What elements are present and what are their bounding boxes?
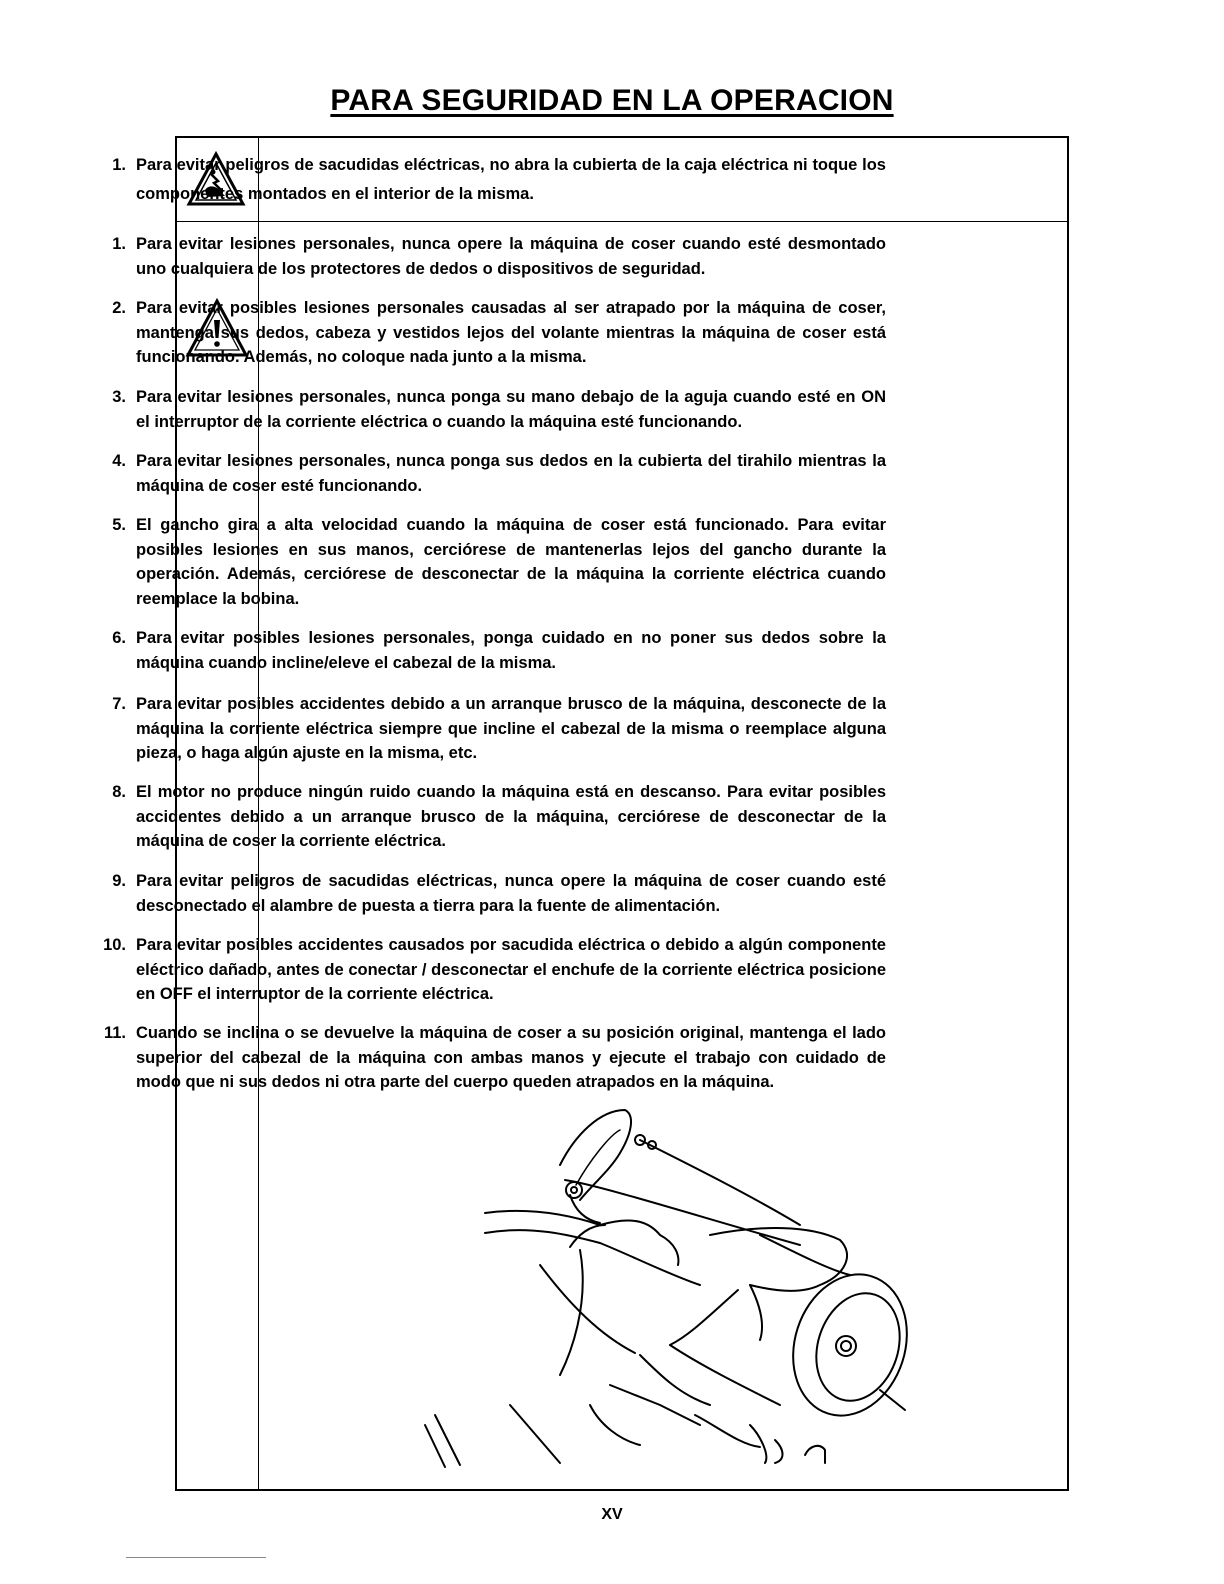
list-item	[112, 692, 886, 766]
item-text: Para evitar lesiones personales, nunca ponga sus dedos en la cubierta del tirahilo mientras la máquina de coser esté funcionando.	[136, 452, 886, 495]
page-title: PARA SEGURIDAD EN LA OPERACION	[330, 84, 894, 117]
list-item	[112, 232, 886, 281]
list-item	[112, 449, 886, 498]
list-item	[112, 869, 886, 918]
item-text: Para evitar lesiones personales, nunca opere la máquina de coser cuando esté desmontado uno cualquiera de los protectores de dedos o dispositivos de seguridad.	[136, 235, 886, 278]
item-text: Para evitar posibles accidentes causados por sacudida eléctrica o debido a algún componente eléctrico dañado, antes de conectar / desconectar el enchufe de la corriente eléctrica posicione en OFF el interruptor de la corriente eléctrica.	[136, 936, 886, 1003]
item-number: 4.	[112, 452, 126, 470]
item-text: Para evitar peligros de sacudidas eléctricas, nunca opere la máquina de coser cuando esté desconectado el alambre de puesta a tierra para la fuente de alimentación.	[136, 872, 886, 915]
item-number: 10.	[103, 936, 126, 954]
item-text: Cuando se inclina o se devuelve la máquina de coser a su posición original, mantenga el lado superior del cabezal de la máquina con ambas manos y ejecute el trabajo con cuidado de modo que ni sus dedos ni otra parte del cuerpo queden atrapados en la máquina.	[136, 1024, 886, 1091]
item-text: Para evitar peligros de sacudidas eléctricas, no abra la cubierta de la caja eléctrica ni toque los componentes montados en el interior de la misma.	[136, 156, 886, 203]
sewing-machine-hands-illustration	[240, 985, 940, 1485]
list-item	[112, 385, 886, 434]
item-number: 5.	[112, 516, 126, 534]
item-number: 1.	[112, 156, 126, 174]
item-text: Para evitar posibles lesiones personales, ponga cuidado en no poner sus dedos sobre la máquina cuando incline/eleve el cabezal de la misma.	[136, 629, 886, 672]
item-number: 2.	[112, 299, 126, 317]
row-divider	[177, 221, 1067, 222]
list-item	[112, 626, 886, 675]
list-item	[112, 780, 886, 854]
item-number: 11.	[103, 1024, 126, 1042]
item-number: 7.	[112, 695, 126, 713]
list-item	[112, 296, 886, 370]
item-number: 6.	[112, 629, 126, 647]
item-text: Para evitar posibles accidentes debido a un arranque brusco de la máquina, desconecte de la máquina la corriente eléctrica siempre que incline el cabezal de la misma o reemplace alguna pieza, o haga algún ajuste en la misma, etc.	[136, 695, 886, 762]
item-number: 3.	[112, 388, 126, 406]
list-item	[112, 513, 886, 611]
item-text: El motor no produce ningún ruido cuando la máquina está en descanso. Para evitar posibles accidentes debido a un arranque brusco de la máquina, cerciórese de desconectar de la máquina de coser la corriente eléctrica.	[136, 783, 886, 850]
item-number: 8.	[112, 783, 126, 801]
footer-rule	[126, 1557, 266, 1558]
item-number: 1.	[112, 235, 126, 253]
item-text: El gancho gira a alta velocidad cuando la máquina de coser está funcionado. Para evitar posibles lesiones en sus manos, cerciórese de mantenerlas lejos del gancho durante la operación. Además, cerciórese de desconectar de la máquina la corriente eléctrica cuando reemplace la bobina.	[136, 516, 886, 608]
item-number: 9.	[112, 872, 126, 890]
list-item	[112, 151, 886, 209]
item-text: Para evitar posibles lesiones personales causadas al ser atrapado por la máquina de coser, mantenga sus dedos, cabeza y vestidos lejos del volante mientras la máquina de coser está funcionando. Además, no coloque nada junto a la misma.	[136, 299, 886, 366]
item-text: Para evitar lesiones personales, nunca ponga su mano debajo de la aguja cuando esté en ON el interruptor de la corriente eléctrica o cuando la máquina esté funcionando.	[136, 388, 886, 431]
page-number: XV	[601, 1506, 623, 1523]
